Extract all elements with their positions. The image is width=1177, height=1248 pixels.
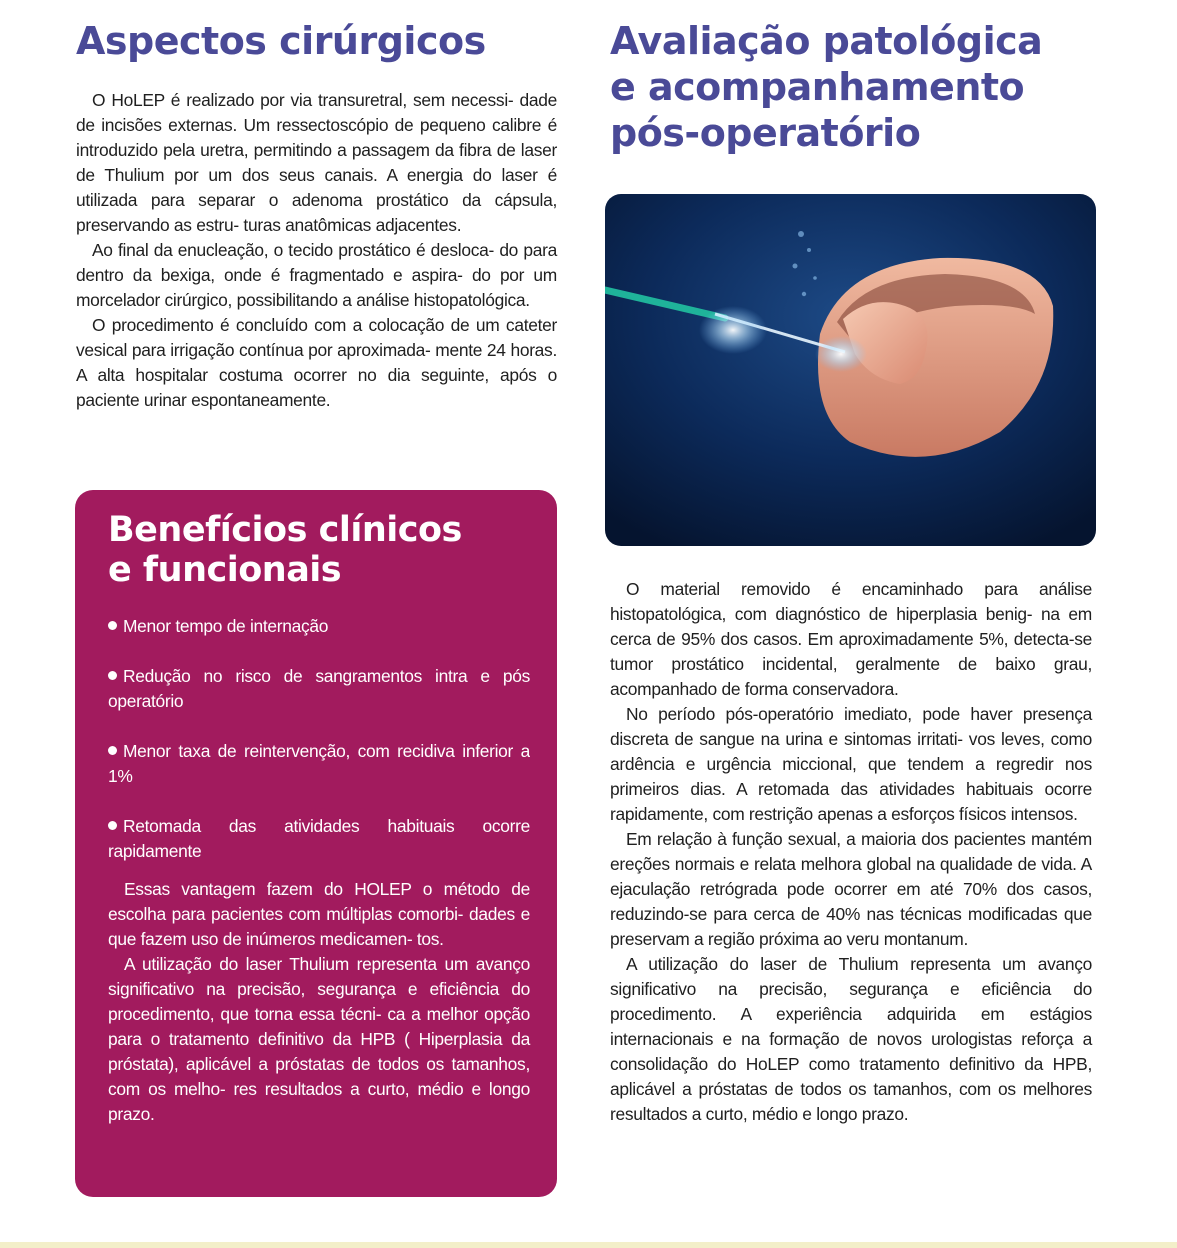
bullet-dot-icon bbox=[108, 621, 117, 630]
paragraph: No período pós-operatório imediato, pode haver presença discreta de sangue na urina e sintomas irritati- vos leves, como ardência e urgência miccional, que tendem a regredir nos primeiros dias. A retomada das atividades habituais ocorre rapidamente, com restrição apenas a esforços físicos intensos. bbox=[610, 704, 1092, 824]
illustration-svg bbox=[605, 194, 1096, 546]
avaliacao-patologica-text bbox=[610, 577, 1092, 1127]
beneficios-heading: Benefícios clínicos e funcionais bbox=[108, 510, 462, 590]
aspectos-cirurgicos-text bbox=[76, 88, 557, 413]
list-item: Redução no risco de sangramentos intra e pós operatório bbox=[108, 666, 530, 711]
paragraph: O material removido é encaminhado para análise histopatológica, com diagnóstico de hiperplasia benig- na em cerca de 95% dos casos. Em aproximadamente 5%, detecta-se tumor prostático incidental, geralmente de baixo grau, acompanhado de forma conservadora. bbox=[610, 579, 1092, 699]
laser-tip-glow bbox=[815, 336, 867, 372]
list-item: Retomada das atividades habituais ocorre rapidamente bbox=[108, 816, 530, 861]
list-item: Menor tempo de internação bbox=[108, 614, 530, 664]
paragraph: A utilização do laser Thulium representa um avanço significativo na precisão, segurança e eficiência do procedimento, que torna essa técni- ca a melhor opção para o tratamento definitivo da HPB ( Hiperplasia da próstata), aplicável a próstatas de todos os tamanhos, com os melho- res resultados a curto, médio e longo prazo. bbox=[108, 954, 530, 1124]
bullet-dot-icon bbox=[108, 821, 117, 830]
prostate-laser-illustration bbox=[605, 194, 1096, 546]
paragraph: A utilização do laser de Thulium representa um avanço significativo na precisão, segurança e eficiência do procedimento. A experiência adquirida em estágios internacionais e na formação de novos urologistas reforça a consolidação do HoLEP como tratamento definitivo da HPB, aplicável a próstatas de todos os tamanhos, com os melhores resultados a curto, médio e longo prazo. bbox=[610, 954, 1092, 1124]
paragraph: Essas vantagem fazem do HOLEP o método de escolha para pacientes com múltiplas comorbi- dades e que fazem uso de inúmeros medicamen- tos. bbox=[108, 879, 530, 949]
paragraph: Ao final da enucleação, o tecido prostático é desloca- do para dentro da bexiga, onde é fragmentado e aspira- do por um morcelador cirúrgico, possibilitando a análise histopatológica. bbox=[76, 240, 557, 310]
benefits-list bbox=[108, 614, 530, 864]
bullet-dot-icon bbox=[108, 746, 117, 755]
beneficios-box bbox=[75, 490, 557, 1197]
aspectos-cirurgicos-heading: Aspectos cirúrgicos bbox=[76, 19, 486, 63]
paragraph: O procedimento é concluído com a colocação de um cateter vesical para irrigação contínua por aproximada- mente 24 horas. A alta hospitalar costuma ocorrer no dia seguinte, após o paciente urinar espontaneamente. bbox=[76, 315, 557, 410]
beneficios-text bbox=[108, 877, 530, 1127]
laser-glow bbox=[699, 306, 767, 354]
paragraph: Em relação à função sexual, a maioria dos pacientes mantém ereções normais e relata melhora global na qualidade de vida. A ejaculação retrógrada pode ocorrer em até 70% dos casos, reduzindo-se para cerca de 40% nas técnicas modificadas que preservam a região próxima ao veru montanum. bbox=[610, 829, 1093, 949]
paragraph: O HoLEP é realizado por via transuretral, sem necessi- dade de incisões externas. Um ressectoscópio de pequeno calibre é introduzido pela uretra, permitindo a passagem da fibra de laser de Thulium por um dos seus canais. A energia do laser é utilizada para separar o adenoma prostático da cápsula, preservando as estru- turas anatômicas adjacentes. bbox=[76, 90, 557, 235]
bottom-strip bbox=[0, 1242, 1177, 1248]
list-item: Menor taxa de reintervenção, com recidiva inferior a 1% bbox=[108, 741, 530, 786]
avaliacao-patologica-heading: Avaliação patológica e acompanhamento pós-operatório bbox=[610, 19, 1043, 155]
bullet-dot-icon bbox=[108, 671, 117, 680]
